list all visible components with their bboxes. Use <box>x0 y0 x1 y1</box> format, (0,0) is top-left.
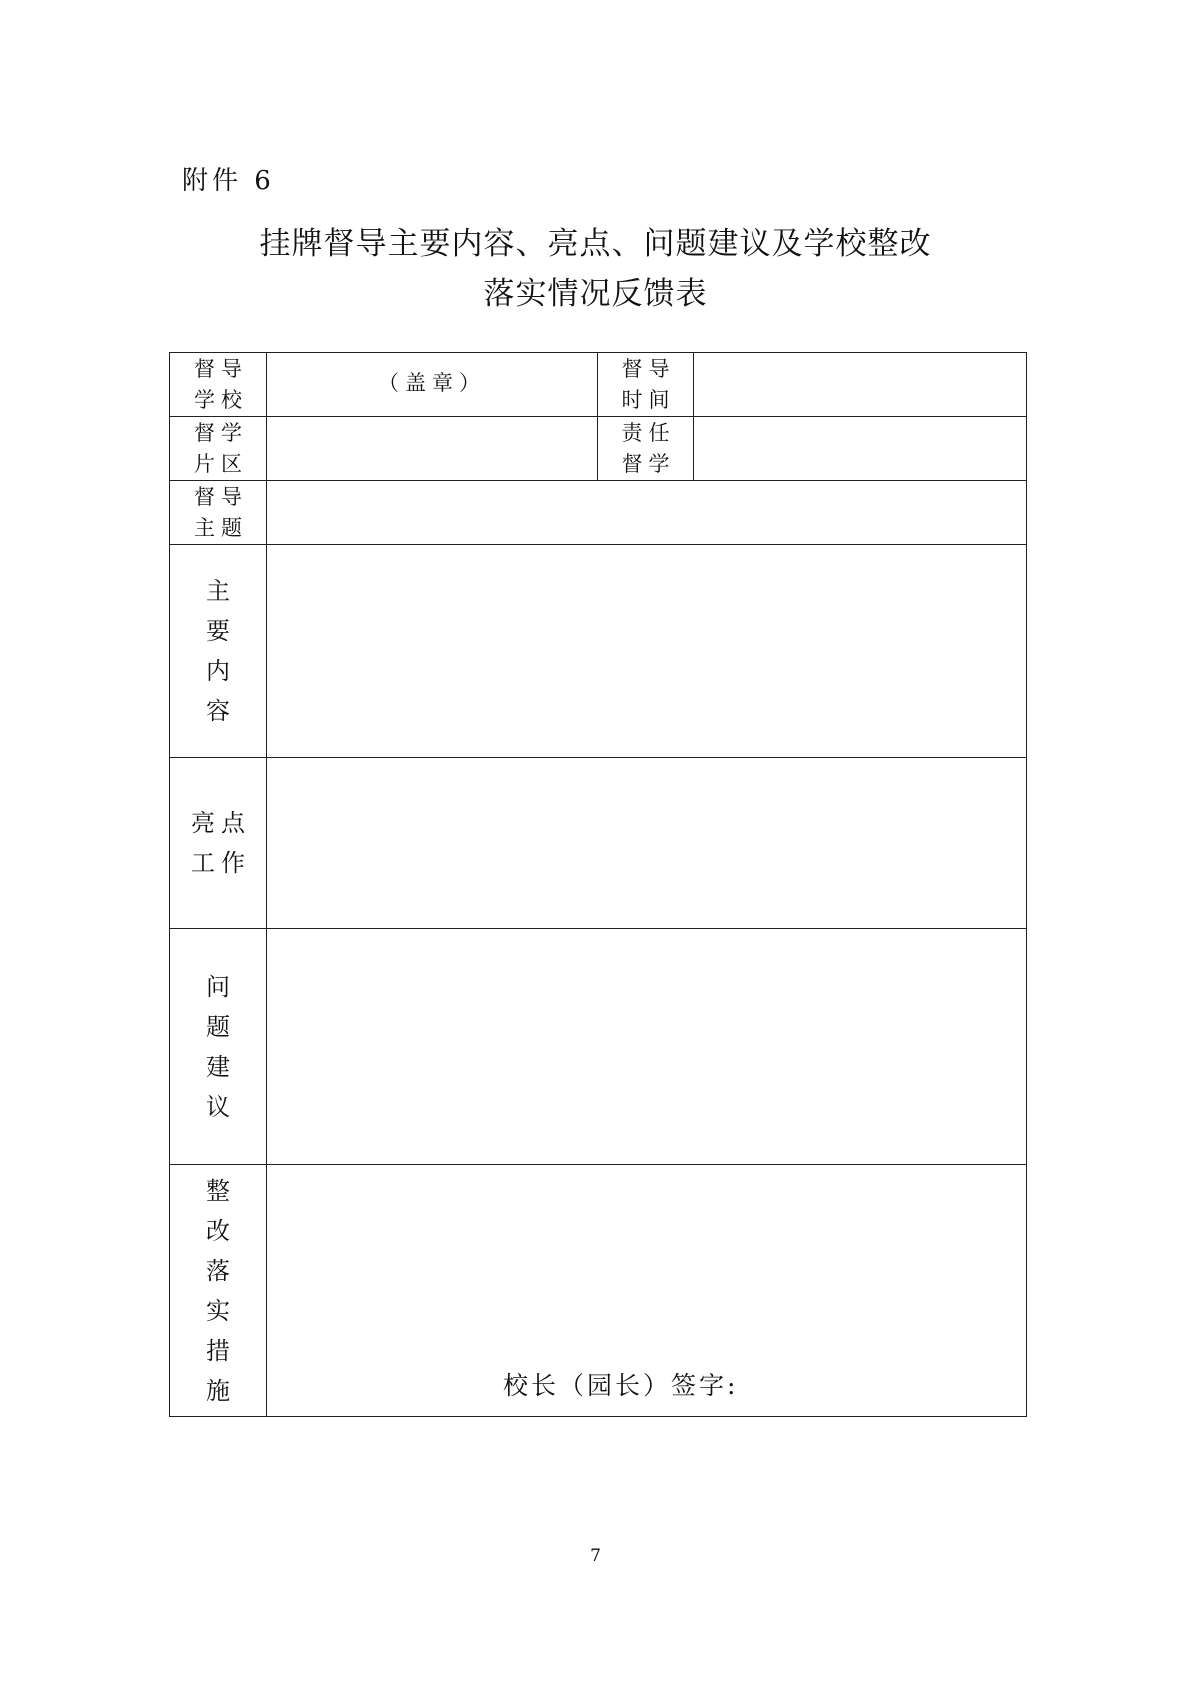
page-number: 7 <box>590 1546 601 1566</box>
highlights-field[interactable] <box>267 758 1027 929</box>
time-label-line-2: 时间 <box>621 387 676 412</box>
supervisor-label <box>598 417 694 481</box>
school-label <box>170 353 267 417</box>
form-title-line-2: 落实情况反馈表 <box>483 276 708 312</box>
school-label-line-2: 学校 <box>194 387 248 412</box>
time-label-line-1: 督导 <box>621 356 676 381</box>
main-content-field[interactable] <box>267 545 1027 758</box>
main-content-label <box>170 545 267 758</box>
main-content-label-char: 容 <box>206 697 230 725</box>
district-label-line-2: 片区 <box>194 451 248 476</box>
time-label <box>598 353 694 417</box>
theme-field[interactable] <box>267 481 1027 545</box>
supervisor-field[interactable] <box>694 417 1027 481</box>
rectification-label-char: 改 <box>206 1216 230 1245</box>
rectification-label-char: 整 <box>206 1176 230 1205</box>
principal-signature-label: 校长（园长）签字: <box>503 1371 739 1400</box>
rectification-label <box>170 1165 267 1417</box>
district-label-line-1: 督学 <box>194 420 248 445</box>
form-row-main-content <box>170 545 1027 758</box>
form-row-school-time <box>170 353 1027 417</box>
theme-label-line-2: 主题 <box>194 515 248 540</box>
issues-label <box>170 929 267 1165</box>
main-content-label-char: 内 <box>206 657 230 685</box>
theme-label <box>170 481 267 545</box>
issues-label-char: 建 <box>206 1052 230 1081</box>
form-row-district-supervisor <box>170 417 1027 481</box>
form-row-highlights <box>170 758 1027 929</box>
issues-label-char: 问 <box>206 972 230 1001</box>
school-seal-placeholder: （盖章） <box>378 370 486 395</box>
issues-label-char: 题 <box>206 1012 230 1041</box>
supervisor-label-line-2: 督学 <box>621 451 676 476</box>
issues-label-char: 议 <box>206 1092 230 1121</box>
main-content-label-char: 主 <box>206 577 230 605</box>
main-content-label-char: 要 <box>206 617 230 645</box>
district-field[interactable] <box>267 417 598 481</box>
rectification-label-char: 措 <box>206 1336 230 1365</box>
supervisor-label-line-1: 责任 <box>621 420 676 445</box>
district-label <box>170 417 267 481</box>
form-row-rectification <box>170 1165 1027 1417</box>
highlights-label-line-2: 工作 <box>191 849 251 877</box>
highlights-label-line-1: 亮点 <box>191 809 251 837</box>
form-row-theme <box>170 481 1027 545</box>
theme-label-line-1: 督导 <box>194 484 248 509</box>
school-field[interactable] <box>267 353 598 417</box>
feedback-form-table <box>169 352 1027 1417</box>
time-field[interactable] <box>694 353 1027 417</box>
highlights-label <box>170 758 267 929</box>
issues-field[interactable] <box>267 929 1027 1165</box>
rectification-label-char: 施 <box>206 1376 230 1405</box>
form-title-line-1: 挂牌督导主要内容、亮点、问题建议及学校整改 <box>259 226 932 262</box>
school-label-line-1: 督导 <box>194 356 248 381</box>
rectification-label-char: 实 <box>206 1296 230 1325</box>
form-row-issues <box>170 929 1027 1165</box>
rectification-field[interactable] <box>267 1165 1027 1417</box>
rectification-label-char: 落 <box>206 1256 230 1285</box>
attachment-label: 附件 6 <box>182 166 275 196</box>
